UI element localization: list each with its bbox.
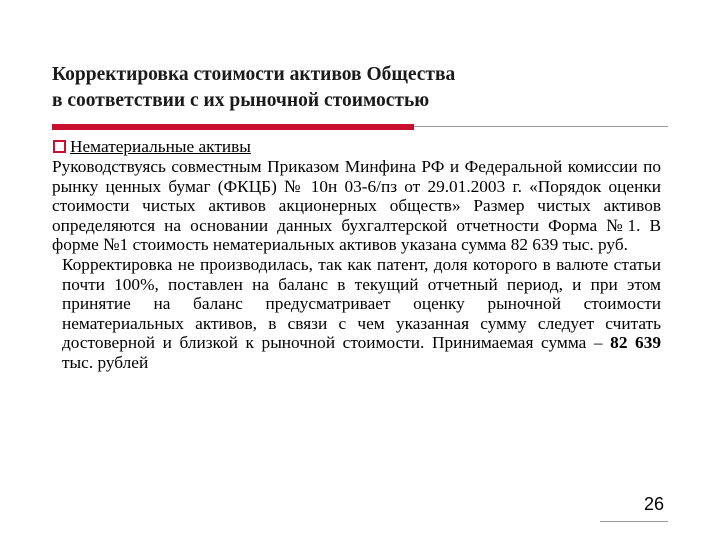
paragraph-2-text: Корректировка не производилась, так как патент, доля которого в валюте статьи почти 100%, поставлен на баланс в текущий отчетный период, и при этом принятие на баланс предусматривает оценку рыночной стоимости нематериальных активов, в связи с чем указанная сумму следует считать достоверной и близкой к рыночной стоимости. Принимаемая сумма – xyxy=(62,254,661,353)
paragraph-2-amount: 82 639 xyxy=(610,333,661,353)
footer-divider xyxy=(600,521,668,522)
hollow-square-bullet-icon xyxy=(53,140,66,153)
title-divider-red-accent xyxy=(52,124,414,130)
paragraph-2 xyxy=(52,255,661,373)
slide-title xyxy=(52,62,672,114)
slide-body xyxy=(52,136,661,373)
paragraph-2-tail: тыс. рублей xyxy=(62,352,149,372)
paragraph-1: Руководствуясь совместным Приказом Минфина РФ и Федеральной комиссии по рынку ценных бумаг (ФКЦБ) № 10н 03-6/пз от 29.01.2003 г. «Порядок оценки стоимости чистых активов акционерных обществ» Размер чистых активов определяются на основании данных бухгалтерской отчетности Форма №1. В форме №1 стоимость нематериальных активов указана сумма 82 639 тыс. руб. xyxy=(52,157,661,255)
slide-title-line-1: Корректировка стоимости активов Общества xyxy=(52,64,456,85)
bullet-item xyxy=(52,136,661,157)
bullet-heading: Нематериальные активы xyxy=(70,136,251,156)
page-number: 26 xyxy=(643,494,664,514)
slide-title-line-2: в соответствии с их рыночной стоимостью xyxy=(52,90,430,111)
